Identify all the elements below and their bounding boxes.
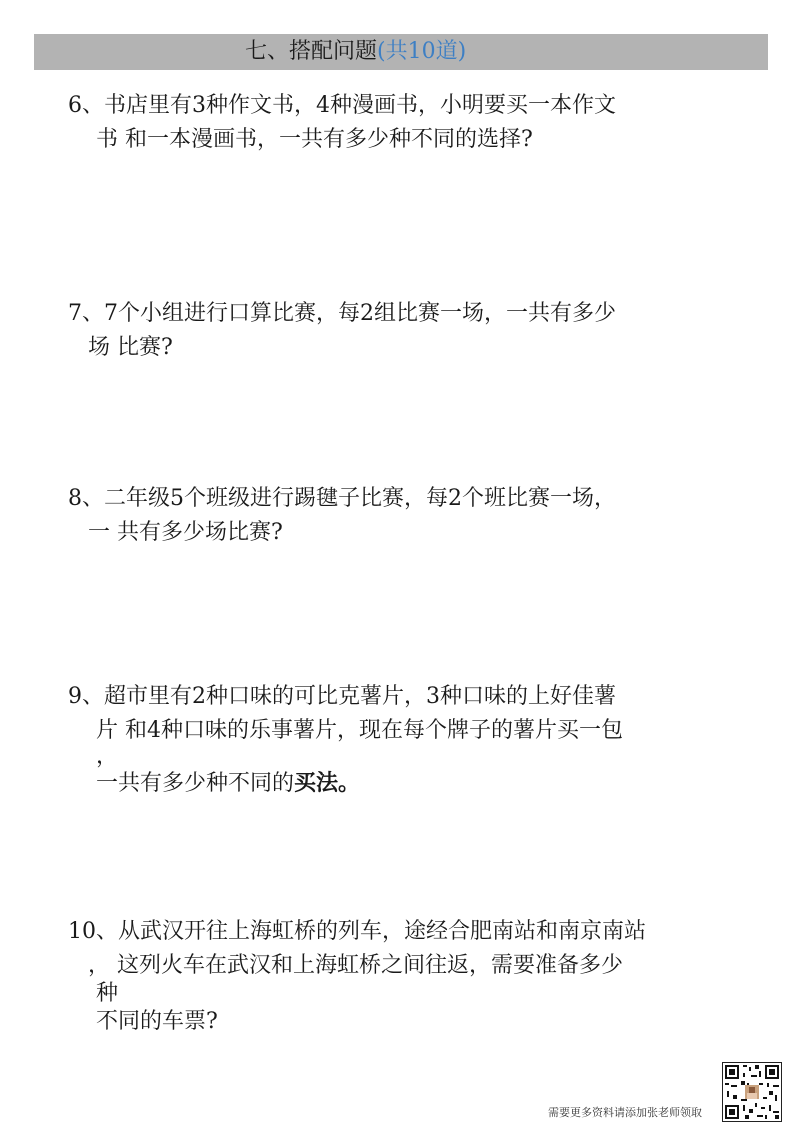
question-9-line-2: 片 和4种口味的乐事薯片，现在每个牌子的薯片买一包: [96, 718, 623, 743]
question-9-line-4: 一共有多少种不同的: [96, 771, 295, 796]
question-7-line-2: 场 比赛?: [88, 335, 173, 360]
section-question-count: (共10道): [377, 39, 467, 64]
question-10: [68, 915, 646, 1039]
question-6-line-1: 6、书店里有3种作文书，4种漫画书，小明要买一本作文: [68, 93, 616, 118]
question-8: [68, 482, 616, 550]
question-9-line-3: ，: [96, 744, 119, 769]
question-6: [68, 89, 616, 157]
question-10-line-4: 不同的车票?: [96, 1009, 218, 1034]
question-9: [68, 680, 623, 801]
question-7-line-1: 7、7个小组进行口算比赛，每2组比赛一场，一共有多少: [68, 301, 616, 326]
question-10-line-1: 10、从武汉开往上海虹桥的列车，途经合肥南站和南京南站: [68, 919, 646, 944]
footer-note: 需要更多资料请添加张老师领取: [548, 1106, 702, 1119]
question-9-line-1: 9、超市里有2种口味的可比克薯片，3种口味的上好佳薯: [68, 684, 616, 709]
qr-code-icon: [722, 1062, 782, 1122]
question-10-line-2: ， 这列火车在武汉和上海虹桥之间往返，需要准备多少: [88, 953, 623, 978]
question-6-line-2: 书 和一本漫画书，一共有多少种不同的选择?: [96, 127, 533, 152]
question-8-line-1: 8、二年级5个班级进行踢毽子比赛，每2个班比赛一场，: [68, 486, 616, 511]
question-7: [68, 297, 616, 365]
section-title-text: 七、搭配问题: [245, 39, 378, 64]
question-8-line-2: 一 共有多少场比赛?: [88, 520, 283, 545]
section-title: [245, 39, 466, 65]
question-10-line-3: 种: [96, 981, 119, 1006]
question-9-bold-tail: 买法。: [294, 770, 361, 796]
